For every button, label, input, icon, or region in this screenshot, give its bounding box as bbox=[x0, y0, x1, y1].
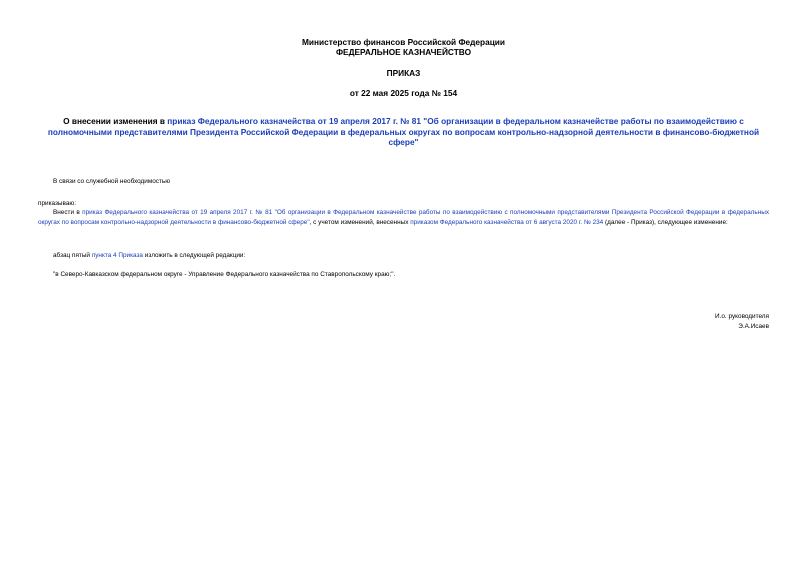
order-81-link[interactable]: приказ Федерального казначейства от 19 апреля 2017 г. № 81 "Об организации в Федеральном казначействе работы по взаимодействию с полномочными представителями Президента Российской Федерации в федеральных округах по вопросам контрольно-надзорной деятельности в финансово-бюджетной сфере" bbox=[38, 209, 770, 226]
main-text-3: (далее - Приказ), следующее изменение: bbox=[603, 218, 728, 226]
amendment-paragraph bbox=[53, 251, 245, 261]
main-text-2: , с учетом изменений, внесенных bbox=[309, 218, 411, 226]
main-paragraph bbox=[38, 208, 769, 227]
order-234-link[interactable]: приказом Федерального казначейства от 6 августа 2020 г. № 234 bbox=[410, 218, 604, 226]
ministry-name: Министерство финансов Российской Федерации bbox=[301, 37, 506, 47]
title-prefix: О внесении изменения в bbox=[63, 116, 168, 126]
document-date-number: от 22 мая 2025 года № 154 bbox=[349, 88, 458, 98]
signatory-name: Э.А.Исаев bbox=[738, 323, 769, 330]
document-type: ПРИКАЗ bbox=[386, 68, 421, 78]
main-text-1: Внести в bbox=[53, 209, 83, 216]
signatory-role: И.о. руководителя bbox=[715, 313, 769, 320]
new-wording-paragraph: "в Северо-Кавказском федеральном округе - Управление Федерального казначейства по Ставропольскому краю;". bbox=[53, 271, 396, 278]
agency-name: ФЕДЕРАЛЬНОЕ КАЗНАЧЕЙСТВО bbox=[335, 47, 472, 57]
order-verb: приказываю: bbox=[38, 200, 76, 207]
basis-paragraph: В связи со служебной необходимостью bbox=[53, 178, 171, 185]
amendment-text-1: абзац пятый bbox=[53, 252, 92, 259]
document-title bbox=[38, 116, 769, 148]
amendment-text-2: изложить в следующей редакции: bbox=[142, 252, 246, 259]
clause-4-link[interactable]: пункта 4 Приказа bbox=[91, 252, 143, 259]
title-order-link[interactable]: приказ Федерального казначейства от 19 апреля 2017 г. № 81 "Об организации в федеральном казначействе работы по взаимодействию с полномочными представителями Президента Российской Федерации в федеральных округах по вопросам контрольно-надзорной деятельности в финансово-бюджетной сфере" bbox=[47, 116, 760, 147]
